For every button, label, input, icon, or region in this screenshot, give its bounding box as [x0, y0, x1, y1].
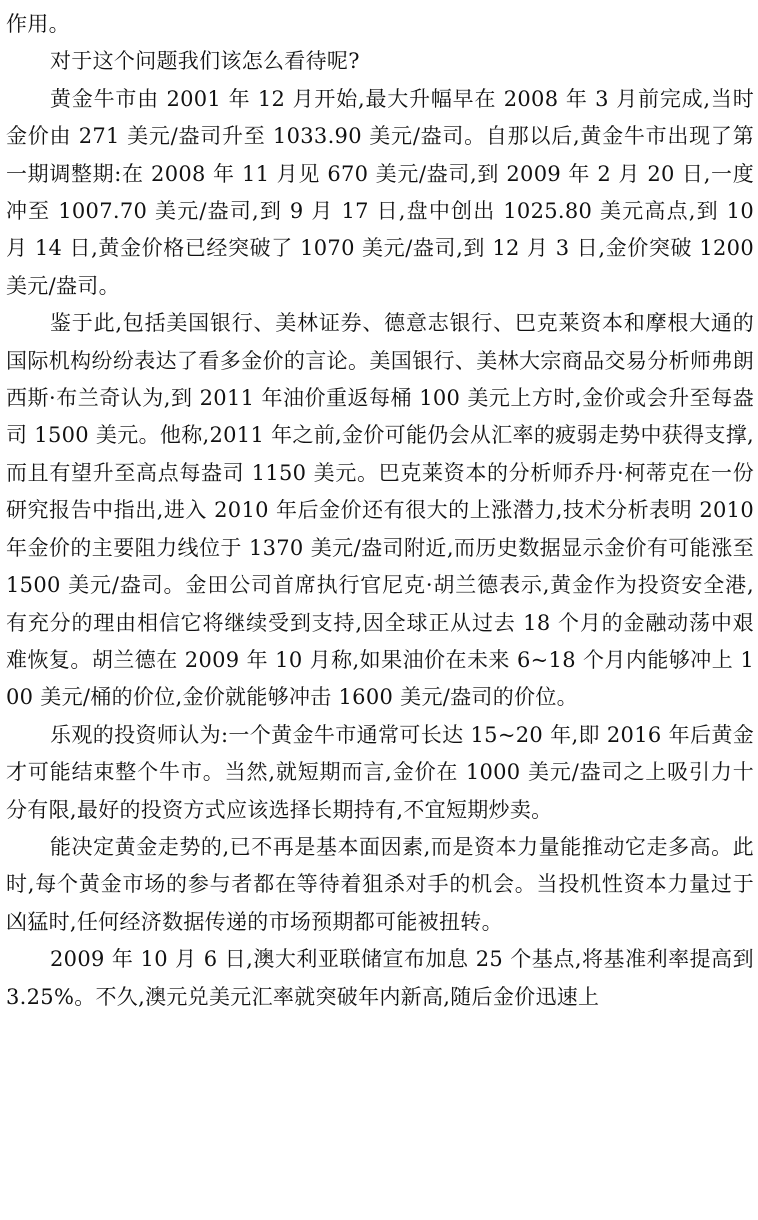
paragraph-bull-market-history: 黄金牛市由 2001 年 12 月开始,最大升幅早在 2008 年 3 月前完成,当时金价由 271 美元/盎司升至 1033.90 美元/盎司。自那以后,黄金牛市出现了第一期调整期:在 2008 年 11 月见 670 美元/盎司,到 2009 年 2 月 20 日,一度冲至 1007.70 美元/盎司,到 9 月 17 日,盘中创出 1025.80 美元高点,到 10 月 14 日,黄金价格已经突破了 1070 美元/盎司,到 12 月 3 日,金价突破 1200 美元/盎司。: [6, 86, 754, 298]
paragraph-continuation: 作用。: [6, 12, 70, 36]
paragraph-capital-force: 能决定黄金走势的,已不再是基本面因素,而是资本力量能推动它走多高。此时,每个黄金市场的参与者都在等待着狙杀对手的机会。当投机性资本力量过于凶猛时,任何经济数据传递的市场预期都可能被扭转。: [6, 834, 754, 934]
paragraph-institution-views: 鉴于此,包括美国银行、美林证券、德意志银行、巴克莱资本和摩根大通的国际机构纷纷表达了看多金价的言论。美国银行、美林大宗商品交易分析师弗朗西斯·布兰奇认为,到 2011 年油价重返每桶 100 美元上方时,金价或会升至每盎司 1500 美元。他称,2011 年之前,金价可能仍会从汇率的疲弱走势中获得支撑,而且有望升至高点每盎司 1150 美元。巴克莱资本的分析师乔丹·柯蒂克在一份研究报告中指出,进入 2010 年后金价还有很大的上涨潜力,技术分析表明 2010 年金价的主要阻力线位于 1370 美元/盎司附近,而历史数据显示金价有可能涨至 1500 美元/盎司。金田公司首席执行官尼克·胡兰德表示,黄金作为投资安全港,有充分的理由相信它将继续受到支持,因全球正从过去 18 个月的金融动荡中艰难恢复。胡兰德在 2009 年 10 月称,如果油价在未来 6~18 个月内能够冲上 100 美元/桶的价位,金价就能够冲击 1600 美元/盎司的价位。: [6, 311, 754, 710]
paragraph-rate-hike: 2009 年 10 月 6 日,澳大利亚联储宣布加息 25 个基点,将基准利率提高到 3.25%。不久,澳元兑美元汇率就突破年内新高,随后金价迅速上: [6, 947, 754, 1009]
document-page: [6, 6, 754, 1016]
paragraph-optimistic-view: 乐观的投资师认为:一个黄金牛市通常可长达 15~20 年,即 2016 年后黄金才可能结束整个牛市。当然,就短期而言,金价在 1000 美元/盎司之上吸引力十分有限,最好的投资方式应该选择长期持有,不宜短期炒卖。: [6, 722, 754, 822]
paragraph-question: 对于这个问题我们该怎么看待呢?: [50, 49, 360, 74]
